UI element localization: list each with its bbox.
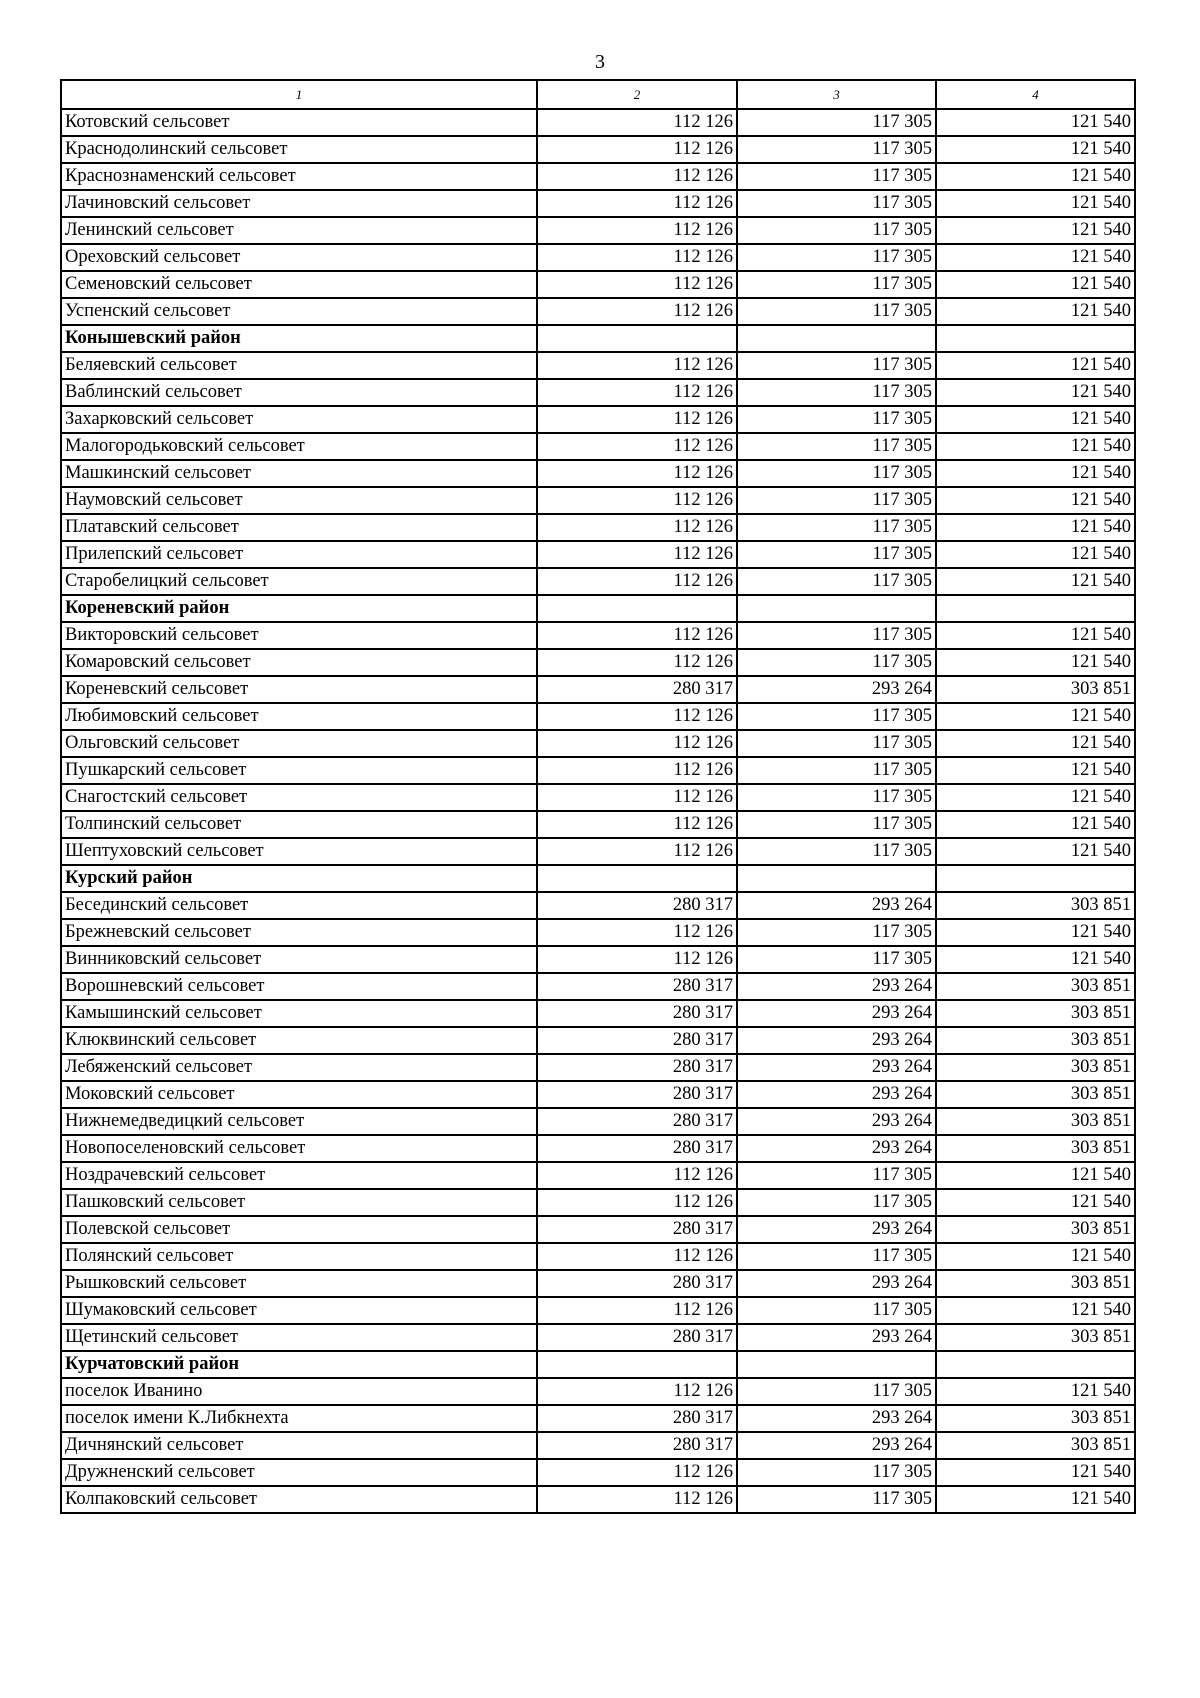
value-col3-cell: 293 264: [737, 1108, 936, 1135]
value-col3-cell: 293 264: [737, 1027, 936, 1054]
value-col3-cell: [737, 865, 936, 892]
municipality-name-cell: Краснодолинский сельсовет: [61, 136, 537, 163]
value-col2-cell: 112 126: [537, 244, 737, 271]
table-row: [61, 109, 1135, 136]
municipality-name-cell: Колпаковский сельсовет: [61, 1486, 537, 1513]
value-col2-cell: 112 126: [537, 946, 737, 973]
municipality-name-cell: Беляевский сельсовет: [61, 352, 537, 379]
value-col4-cell: 121 540: [936, 1189, 1135, 1216]
value-col3-cell: 117 305: [737, 838, 936, 865]
value-col2-cell: 112 126: [537, 298, 737, 325]
municipality-name-cell: Пушкарский сельсовет: [61, 757, 537, 784]
value-col2-cell: 112 126: [537, 460, 737, 487]
table-header-row: [61, 80, 1135, 109]
table-row: [61, 946, 1135, 973]
value-col3-cell: 117 305: [737, 649, 936, 676]
data-table: [60, 79, 1136, 1514]
municipality-name-cell: Захарковский сельсовет: [61, 406, 537, 433]
value-col3-cell: 117 305: [737, 757, 936, 784]
table-row: [61, 1216, 1135, 1243]
value-col2-cell: 112 126: [537, 217, 737, 244]
value-col4-cell: 303 851: [936, 1027, 1135, 1054]
value-col4-cell: 121 540: [936, 811, 1135, 838]
value-col2-cell: 112 126: [537, 622, 737, 649]
table-row: [61, 757, 1135, 784]
value-col3-cell: 117 305: [737, 271, 936, 298]
table-row: [61, 433, 1135, 460]
municipality-name-cell: Викторовский сельсовет: [61, 622, 537, 649]
value-col2-cell: 280 317: [537, 973, 737, 1000]
municipality-name-cell: Шумаковский сельсовет: [61, 1297, 537, 1324]
value-col2-cell: 280 317: [537, 1081, 737, 1108]
column-header-1: 1: [61, 80, 537, 109]
value-col2-cell: 112 126: [537, 919, 737, 946]
district-header-row: [61, 865, 1135, 892]
table-row: [61, 1054, 1135, 1081]
value-col2-cell: 112 126: [537, 271, 737, 298]
value-col2-cell: [537, 1351, 737, 1378]
municipality-name-cell: Ноздрачевский сельсовет: [61, 1162, 537, 1189]
value-col3-cell: 117 305: [737, 730, 936, 757]
municipality-name-cell: Кореневский сельсовет: [61, 676, 537, 703]
value-col2-cell: 280 317: [537, 1270, 737, 1297]
table-row: [61, 1459, 1135, 1486]
value-col3-cell: 117 305: [737, 379, 936, 406]
municipality-name-cell: Машкинский сельсовет: [61, 460, 537, 487]
value-col2-cell: 112 126: [537, 784, 737, 811]
value-col2-cell: 112 126: [537, 433, 737, 460]
page-number: 3: [595, 51, 605, 73]
value-col2-cell: 280 317: [537, 1054, 737, 1081]
value-col3-cell: 117 305: [737, 433, 936, 460]
value-col4-cell: 121 540: [936, 487, 1135, 514]
value-col2-cell: 112 126: [537, 811, 737, 838]
value-col3-cell: 293 264: [737, 973, 936, 1000]
value-col4-cell: 121 540: [936, 784, 1135, 811]
value-col4-cell: 121 540: [936, 838, 1135, 865]
column-header-2: 2: [537, 80, 737, 109]
value-col4-cell: 121 540: [936, 568, 1135, 595]
value-col2-cell: 112 126: [537, 1162, 737, 1189]
municipality-name-cell: Щетинский сельсовет: [61, 1324, 537, 1351]
municipality-name-cell: Курчатовский район: [61, 1351, 537, 1378]
value-col4-cell: 303 851: [936, 1432, 1135, 1459]
value-col2-cell: 112 126: [537, 541, 737, 568]
municipality-name-cell: Кореневский район: [61, 595, 537, 622]
value-col3-cell: 117 305: [737, 1243, 936, 1270]
value-col3-cell: [737, 325, 936, 352]
municipality-name-cell: поселок имени К.Либкнехта: [61, 1405, 537, 1432]
value-col4-cell: [936, 865, 1135, 892]
value-col3-cell: [737, 1351, 936, 1378]
municipality-name-cell: Ленинский сельсовет: [61, 217, 537, 244]
value-col2-cell: 112 126: [537, 1243, 737, 1270]
municipality-name-cell: Курский район: [61, 865, 537, 892]
value-col4-cell: 121 540: [936, 352, 1135, 379]
municipality-name-cell: Платавский сельсовет: [61, 514, 537, 541]
table-row: [61, 784, 1135, 811]
municipality-name-cell: Лачиновский сельсовет: [61, 190, 537, 217]
table-row: [61, 649, 1135, 676]
table-row: [61, 676, 1135, 703]
value-col2-cell: 280 317: [537, 1216, 737, 1243]
value-col2-cell: 112 126: [537, 649, 737, 676]
municipality-name-cell: Наумовский сельсовет: [61, 487, 537, 514]
value-col3-cell: 117 305: [737, 460, 936, 487]
table-row: [61, 1000, 1135, 1027]
value-col4-cell: 303 851: [936, 1405, 1135, 1432]
value-col2-cell: 112 126: [537, 568, 737, 595]
table-row: [61, 541, 1135, 568]
table-row: [61, 838, 1135, 865]
value-col4-cell: 303 851: [936, 1108, 1135, 1135]
municipality-name-cell: Ваблинский сельсовет: [61, 379, 537, 406]
value-col2-cell: 112 126: [537, 838, 737, 865]
value-col2-cell: 112 126: [537, 190, 737, 217]
table-row: [61, 406, 1135, 433]
value-col3-cell: 117 305: [737, 1189, 936, 1216]
value-col3-cell: 117 305: [737, 919, 936, 946]
value-col4-cell: 121 540: [936, 460, 1135, 487]
value-col4-cell: 121 540: [936, 406, 1135, 433]
value-col3-cell: 117 305: [737, 622, 936, 649]
value-col2-cell: 280 317: [537, 676, 737, 703]
table-row: [61, 919, 1135, 946]
value-col2-cell: 112 126: [537, 1459, 737, 1486]
table-row: [61, 352, 1135, 379]
table-row: [61, 973, 1135, 1000]
value-col4-cell: 303 851: [936, 1135, 1135, 1162]
value-col3-cell: 117 305: [737, 703, 936, 730]
value-col3-cell: 117 305: [737, 217, 936, 244]
value-col3-cell: 293 264: [737, 1054, 936, 1081]
value-col3-cell: 117 305: [737, 163, 936, 190]
value-col3-cell: 117 305: [737, 1486, 936, 1513]
table-row: [61, 136, 1135, 163]
table-row: [61, 703, 1135, 730]
value-col4-cell: 121 540: [936, 298, 1135, 325]
value-col3-cell: 293 264: [737, 676, 936, 703]
municipality-name-cell: Бесединский сельсовет: [61, 892, 537, 919]
municipality-name-cell: Краснознаменский сельсовет: [61, 163, 537, 190]
value-col2-cell: 112 126: [537, 1189, 737, 1216]
value-col4-cell: 303 851: [936, 1054, 1135, 1081]
municipality-name-cell: Снагостский сельсовет: [61, 784, 537, 811]
table-row: [61, 622, 1135, 649]
value-col3-cell: 293 264: [737, 1216, 936, 1243]
value-col4-cell: 121 540: [936, 1486, 1135, 1513]
district-header-row: [61, 1351, 1135, 1378]
value-col4-cell: 121 540: [936, 244, 1135, 271]
value-col2-cell: 112 126: [537, 1378, 737, 1405]
table-row: [61, 730, 1135, 757]
municipality-name-cell: Малогородьковский сельсовет: [61, 433, 537, 460]
value-col4-cell: 121 540: [936, 1297, 1135, 1324]
municipality-name-cell: поселок Иванино: [61, 1378, 537, 1405]
value-col2-cell: 112 126: [537, 1297, 737, 1324]
value-col4-cell: 121 540: [936, 757, 1135, 784]
municipality-name-cell: Ворошневский сельсовет: [61, 973, 537, 1000]
value-col2-cell: 112 126: [537, 730, 737, 757]
value-col2-cell: 280 317: [537, 1432, 737, 1459]
table-row: [61, 1270, 1135, 1297]
table-row: [61, 1378, 1135, 1405]
value-col2-cell: 112 126: [537, 487, 737, 514]
table-body: [61, 109, 1135, 1513]
value-col4-cell: 121 540: [936, 1378, 1135, 1405]
value-col3-cell: 117 305: [737, 109, 936, 136]
value-col3-cell: 117 305: [737, 541, 936, 568]
value-col4-cell: 121 540: [936, 919, 1135, 946]
municipality-name-cell: Семеновский сельсовет: [61, 271, 537, 298]
value-col2-cell: 112 126: [537, 406, 737, 433]
district-header-row: [61, 595, 1135, 622]
value-col3-cell: 293 264: [737, 1135, 936, 1162]
value-col4-cell: 121 540: [936, 190, 1135, 217]
municipality-name-cell: Прилепский сельсовет: [61, 541, 537, 568]
municipality-name-cell: Полянский сельсовет: [61, 1243, 537, 1270]
municipality-name-cell: Пашковский сельсовет: [61, 1189, 537, 1216]
table-row: [61, 1162, 1135, 1189]
value-col3-cell: 117 305: [737, 406, 936, 433]
value-col4-cell: 121 540: [936, 514, 1135, 541]
value-col3-cell: 117 305: [737, 1297, 936, 1324]
table-row: [61, 190, 1135, 217]
value-col4-cell: 303 851: [936, 1324, 1135, 1351]
value-col4-cell: 121 540: [936, 109, 1135, 136]
value-col4-cell: 121 540: [936, 379, 1135, 406]
value-col4-cell: 121 540: [936, 622, 1135, 649]
table-row: [61, 1486, 1135, 1513]
value-col2-cell: 280 317: [537, 892, 737, 919]
table-row: [61, 217, 1135, 244]
table-row: [61, 1405, 1135, 1432]
value-col2-cell: 280 317: [537, 1324, 737, 1351]
table-row: [61, 163, 1135, 190]
value-col3-cell: 293 264: [737, 1432, 936, 1459]
table-row: [61, 1324, 1135, 1351]
value-col4-cell: [936, 325, 1135, 352]
table-row: [61, 1297, 1135, 1324]
value-col3-cell: 117 305: [737, 487, 936, 514]
district-header-row: [61, 325, 1135, 352]
table-row: [61, 514, 1135, 541]
table-row: [61, 379, 1135, 406]
value-col4-cell: 121 540: [936, 1243, 1135, 1270]
value-col4-cell: 303 851: [936, 973, 1135, 1000]
value-col3-cell: 293 264: [737, 1405, 936, 1432]
value-col4-cell: 121 540: [936, 163, 1135, 190]
table-row: [61, 487, 1135, 514]
value-col3-cell: 117 305: [737, 1459, 936, 1486]
value-col3-cell: 117 305: [737, 811, 936, 838]
table-row: [61, 568, 1135, 595]
value-col4-cell: 121 540: [936, 217, 1135, 244]
table-row: [61, 1243, 1135, 1270]
value-col2-cell: 112 126: [537, 379, 737, 406]
municipality-name-cell: Любимовский сельсовет: [61, 703, 537, 730]
table-row: [61, 1108, 1135, 1135]
value-col3-cell: [737, 595, 936, 622]
value-col2-cell: 280 317: [537, 1405, 737, 1432]
municipality-name-cell: Шептуховский сельсовет: [61, 838, 537, 865]
value-col3-cell: 117 305: [737, 1162, 936, 1189]
value-col4-cell: [936, 595, 1135, 622]
municipality-name-cell: Дружненский сельсовет: [61, 1459, 537, 1486]
table-row: [61, 271, 1135, 298]
value-col3-cell: 117 305: [737, 514, 936, 541]
value-col3-cell: 117 305: [737, 1378, 936, 1405]
table-row: [61, 1081, 1135, 1108]
municipality-name-cell: Комаровский сельсовет: [61, 649, 537, 676]
value-col2-cell: 280 317: [537, 1108, 737, 1135]
municipality-name-cell: Камышинский сельсовет: [61, 1000, 537, 1027]
value-col3-cell: 293 264: [737, 892, 936, 919]
value-col4-cell: 303 851: [936, 676, 1135, 703]
value-col2-cell: [537, 325, 737, 352]
municipality-name-cell: Винниковский сельсовет: [61, 946, 537, 973]
municipality-name-cell: Старобелицкий сельсовет: [61, 568, 537, 595]
value-col3-cell: 117 305: [737, 352, 936, 379]
municipality-name-cell: Успенский сельсовет: [61, 298, 537, 325]
municipality-name-cell: Полевской сельсовет: [61, 1216, 537, 1243]
value-col2-cell: 112 126: [537, 352, 737, 379]
value-col2-cell: 112 126: [537, 109, 737, 136]
municipality-name-cell: Котовский сельсовет: [61, 109, 537, 136]
table-row: [61, 1432, 1135, 1459]
value-col4-cell: [936, 1351, 1135, 1378]
table-row: [61, 811, 1135, 838]
municipality-name-cell: Брежневский сельсовет: [61, 919, 537, 946]
column-header-3: 3: [737, 80, 936, 109]
column-header-4: 4: [936, 80, 1135, 109]
value-col4-cell: 303 851: [936, 1270, 1135, 1297]
value-col4-cell: 121 540: [936, 730, 1135, 757]
value-col2-cell: 280 317: [537, 1000, 737, 1027]
value-col4-cell: 121 540: [936, 271, 1135, 298]
value-col4-cell: 121 540: [936, 136, 1135, 163]
value-col4-cell: 121 540: [936, 541, 1135, 568]
value-col4-cell: 121 540: [936, 1162, 1135, 1189]
value-col2-cell: 112 126: [537, 514, 737, 541]
value-col4-cell: 303 851: [936, 1216, 1135, 1243]
value-col3-cell: 117 305: [737, 568, 936, 595]
municipality-name-cell: Дичнянский сельсовет: [61, 1432, 537, 1459]
value-col2-cell: 112 126: [537, 757, 737, 784]
value-col3-cell: 117 305: [737, 190, 936, 217]
value-col2-cell: 280 317: [537, 1027, 737, 1054]
municipality-name-cell: Лебяженский сельсовет: [61, 1054, 537, 1081]
table-row: [61, 1027, 1135, 1054]
value-col3-cell: 293 264: [737, 1081, 936, 1108]
value-col2-cell: 112 126: [537, 703, 737, 730]
value-col4-cell: 121 540: [936, 703, 1135, 730]
table-row: [61, 298, 1135, 325]
value-col4-cell: 121 540: [936, 433, 1135, 460]
table-row: [61, 244, 1135, 271]
value-col2-cell: 112 126: [537, 1486, 737, 1513]
value-col4-cell: 303 851: [936, 1000, 1135, 1027]
value-col4-cell: 121 540: [936, 1459, 1135, 1486]
municipality-name-cell: Ореховский сельсовет: [61, 244, 537, 271]
table-row: [61, 892, 1135, 919]
table-row: [61, 1189, 1135, 1216]
value-col2-cell: 112 126: [537, 163, 737, 190]
municipality-name-cell: Конышевский район: [61, 325, 537, 352]
table-row: [61, 1135, 1135, 1162]
value-col3-cell: 117 305: [737, 946, 936, 973]
value-col2-cell: [537, 865, 737, 892]
value-col2-cell: 112 126: [537, 136, 737, 163]
value-col3-cell: 293 264: [737, 1000, 936, 1027]
value-col3-cell: 117 305: [737, 298, 936, 325]
municipality-name-cell: Новопоселеновский сельсовет: [61, 1135, 537, 1162]
value-col3-cell: 117 305: [737, 244, 936, 271]
municipality-name-cell: Клюквинский сельсовет: [61, 1027, 537, 1054]
value-col3-cell: 293 264: [737, 1270, 936, 1297]
value-col3-cell: 293 264: [737, 1324, 936, 1351]
value-col2-cell: 280 317: [537, 1135, 737, 1162]
value-col2-cell: [537, 595, 737, 622]
value-col4-cell: 121 540: [936, 946, 1135, 973]
value-col4-cell: 303 851: [936, 1081, 1135, 1108]
municipality-name-cell: Толпинский сельсовет: [61, 811, 537, 838]
municipality-name-cell: Моковский сельсовет: [61, 1081, 537, 1108]
value-col3-cell: 117 305: [737, 136, 936, 163]
table-row: [61, 460, 1135, 487]
value-col3-cell: 117 305: [737, 784, 936, 811]
municipality-name-cell: Нижнемедведицкий сельсовет: [61, 1108, 537, 1135]
value-col4-cell: 121 540: [936, 649, 1135, 676]
municipality-name-cell: Рышковский сельсовет: [61, 1270, 537, 1297]
value-col4-cell: 303 851: [936, 892, 1135, 919]
municipality-name-cell: Ольговский сельсовет: [61, 730, 537, 757]
